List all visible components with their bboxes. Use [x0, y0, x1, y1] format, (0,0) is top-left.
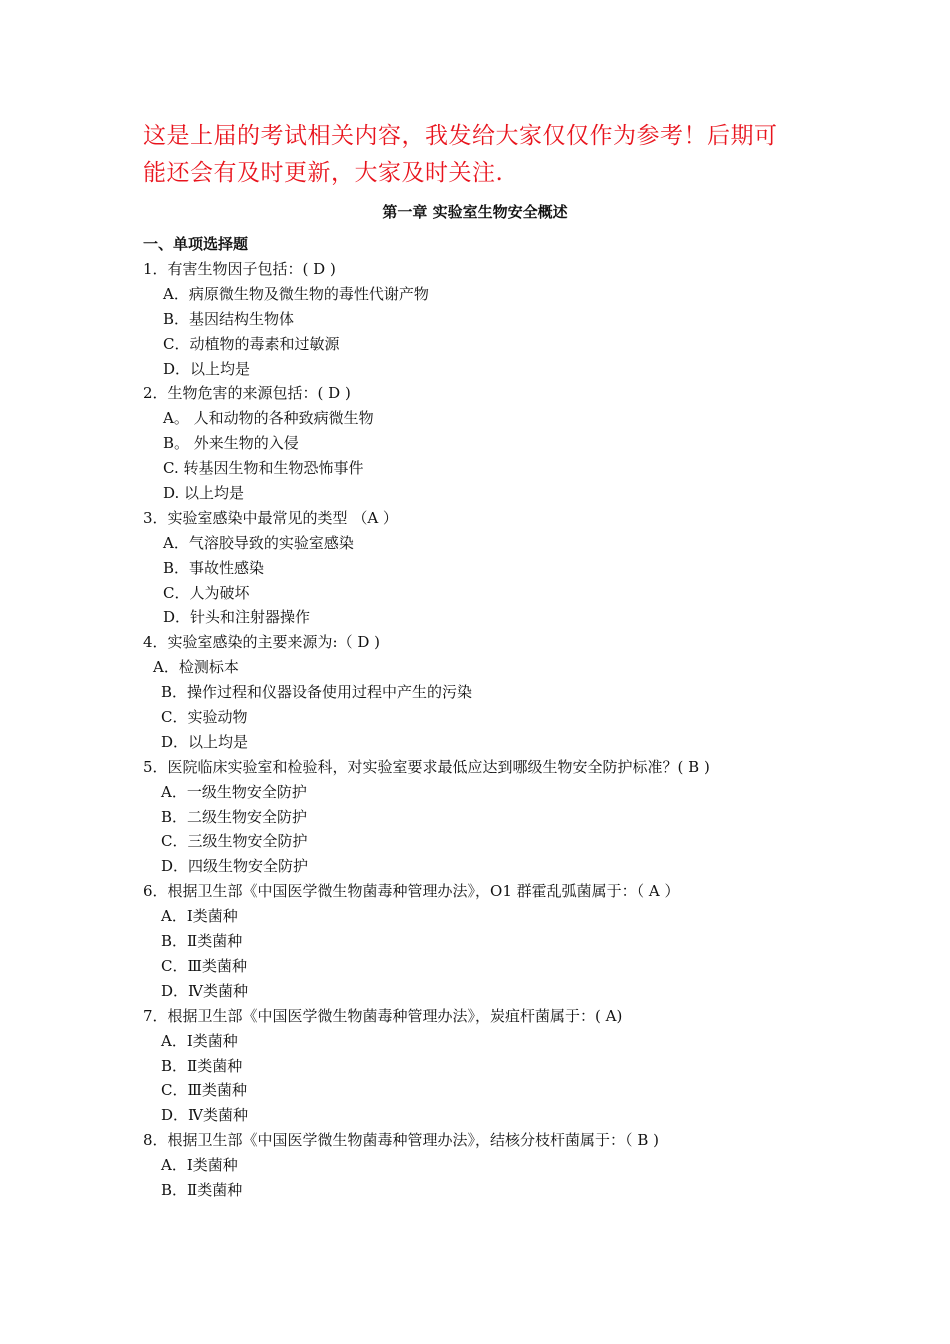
- answer-option: A．Ⅰ类菌种: [161, 1031, 238, 1050]
- notice-paragraph: [143, 118, 823, 192]
- answer-option: C. 转基因生物和生物恐怖事件: [163, 459, 364, 478]
- question-list: [143, 257, 843, 1203]
- answer-option: B．事故性感染: [163, 558, 265, 577]
- answer-option: B．二级生物安全防护: [161, 807, 308, 826]
- question-stem: 1．有害生物因子包括：( D ): [143, 260, 336, 278]
- answer-option: B．Ⅱ类菌种: [161, 1056, 243, 1075]
- answer-option: A．检测标本: [153, 658, 239, 677]
- answer-option: D．四级生物安全防护: [161, 857, 309, 876]
- answer-option: B。 外来生物的入侵: [163, 434, 299, 453]
- answer-option: A。 人和动物的各种致病微生物: [163, 409, 374, 428]
- answer-option: D．以上均是: [163, 359, 251, 378]
- answer-option: C．人为破坏: [163, 583, 250, 602]
- answer-option: B．Ⅱ类菌种: [161, 932, 243, 951]
- question-stem: 4．实验室感染的主要来源为:（ D ): [143, 633, 381, 652]
- notice-line-1: 这是上届的考试相关内容，我发给大家仅仅作为参考！后期可: [143, 123, 778, 149]
- answer-option: B．Ⅱ类菌种: [161, 1180, 243, 1199]
- answer-option: D．Ⅳ类菌种: [161, 1106, 249, 1125]
- answer-option: C．Ⅲ类菌种: [161, 956, 247, 975]
- answer-option: C．Ⅲ类菌种: [161, 1081, 247, 1100]
- answer-option: D. 以上均是: [163, 484, 245, 503]
- question-stem: 5．医院临床实验室和检验科，对实验室要求最低应达到哪级生物安全防护标准？( B ): [143, 757, 710, 776]
- question-stem: 3．实验室感染中最常见的类型 （A ）: [143, 508, 398, 527]
- section-heading: 一、单项选择题: [143, 235, 249, 253]
- answer-option: A．病原微生物及微生物的毒性代谢产物: [163, 284, 429, 303]
- answer-option: B．基因结构生物体: [163, 309, 295, 328]
- answer-option: C．实验动物: [161, 708, 248, 727]
- question-stem: 6．根据卫生部《中国医学微生物菌毒种管理办法》，O1 群霍乱弧菌属于：（ A ）: [143, 882, 680, 901]
- question-stem: 7．根据卫生部《中国医学微生物菌毒种管理办法》，炭疽杆菌属于：( A): [143, 1006, 623, 1025]
- question-stem: 2．生物危害的来源包括：( D ): [143, 384, 351, 403]
- answer-option: A．Ⅰ类菌种: [161, 1156, 238, 1175]
- answer-option: D．以上均是: [161, 732, 249, 751]
- notice-line-2: 能还会有及时更新，大家及时关注.: [143, 160, 504, 186]
- answer-option: D．针头和注射器操作: [163, 608, 311, 627]
- answer-option: A．气溶胶导致的实验室感染: [163, 533, 354, 552]
- answer-option: A．Ⅰ类菌种: [161, 907, 238, 926]
- question-stem: 8．根据卫生部《中国医学微生物菌毒种管理办法》，结核分枝杆菌属于：（ B ): [143, 1131, 659, 1150]
- answer-option: A．一级生物安全防护: [161, 782, 307, 801]
- answer-option: B．操作过程和仪器设备使用过程中产生的污染: [161, 683, 473, 702]
- answer-option: D．Ⅳ类菌种: [161, 981, 249, 1000]
- chapter-title: 第一章 实验室生物安全概述: [382, 203, 568, 221]
- answer-option: C．三级生物安全防护: [161, 832, 308, 851]
- answer-option: C．动植物的毒素和过敏源: [163, 334, 340, 353]
